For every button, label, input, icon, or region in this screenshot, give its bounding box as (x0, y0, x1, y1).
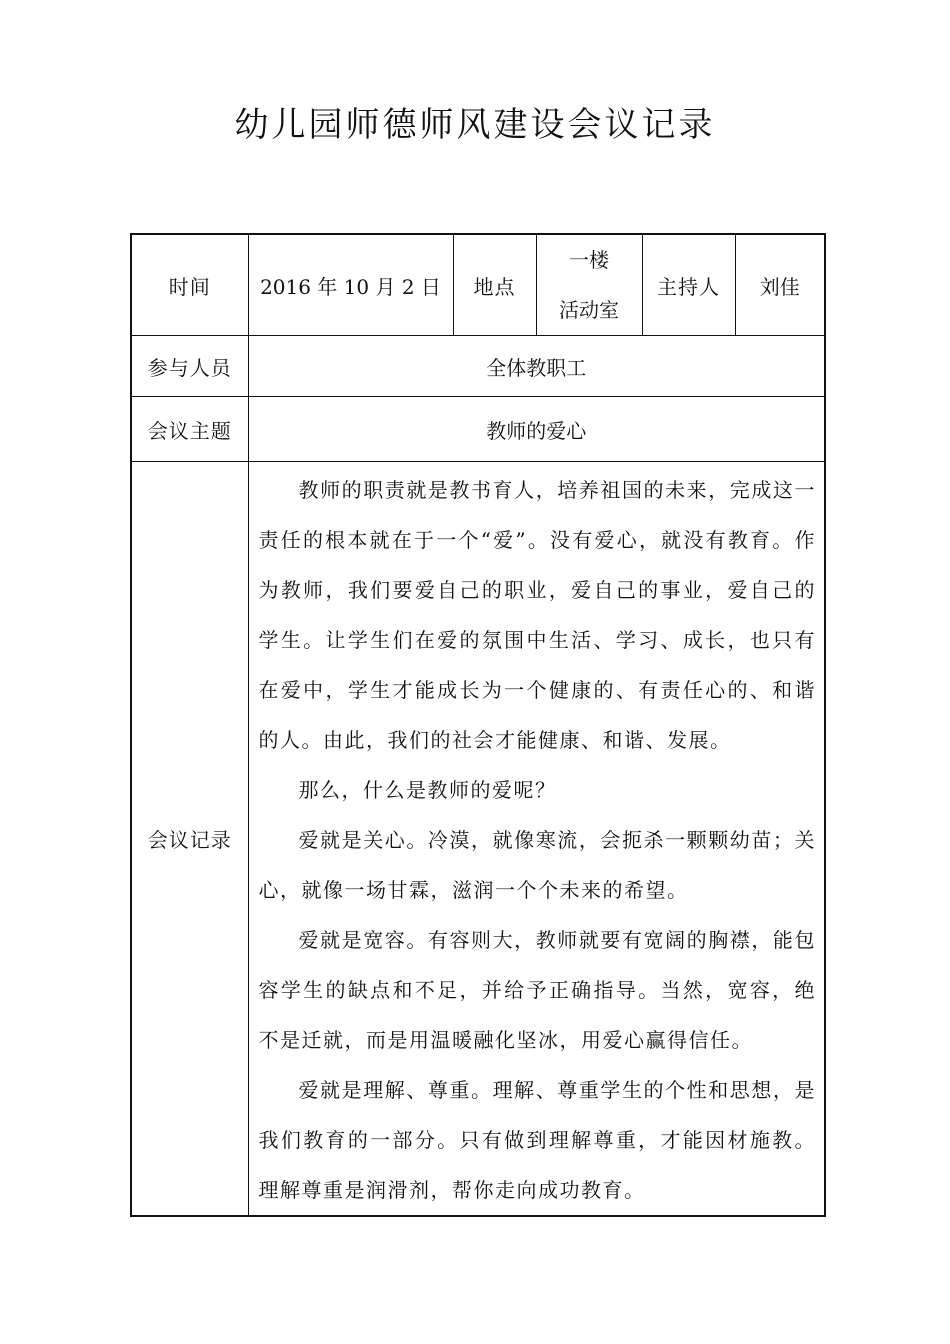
notes-body (249, 462, 825, 1215)
place-label: 地点 (453, 234, 536, 336)
participants-row (131, 336, 825, 397)
document-title: 幼儿园师德师风建设会议记录 (234, 105, 716, 145)
notes-paragraph: 爱就是关心。冷漠，就像寒流，会扼杀一颗颗幼苗；关心，就像一场甘霖，滋润一个个未来的希望。 (258, 828, 816, 902)
place-value (536, 234, 642, 336)
topic-label: 会议主题 (131, 397, 248, 462)
notes-label: 会议记录 (131, 462, 248, 1217)
place-value-line1: 一楼 (569, 248, 609, 272)
notes-paragraph: 教师的职责就是教书育人，培养祖国的未来，完成这一责任的根本就在于一个“爱”。没有爱心，就没有教育。作为教师，我们要爱自己的职业，爱自己的事业，爱自己的学生。让学生们在爱的氛围中生活、学习、成长，也只有在爱中，学生才能成长为一个健康的、有责任心的、和谐的人。由此，我们的社会才能健康、和谐、发展。 (258, 478, 816, 752)
meeting-record-table (130, 233, 826, 1217)
host-value: 刘佳 (735, 234, 825, 336)
place-value-line2: 活动室 (559, 298, 619, 322)
participants-value: 全体教职工 (248, 336, 825, 397)
topic-value: 教师的爱心 (248, 397, 825, 462)
participants-label: 参与人员 (131, 336, 248, 397)
time-label: 时间 (131, 234, 248, 336)
meeting-info-row (131, 234, 825, 336)
notes-paragraph: 那么，什么是教师的爱呢？ (298, 778, 557, 802)
host-label: 主持人 (642, 234, 735, 336)
time-value: 2016 年 10 月 2 日 (248, 234, 453, 336)
topic-row (131, 397, 825, 462)
notes-content (248, 462, 825, 1217)
notes-paragraph: 爱就是宽容。有容则大，教师就要有宽阔的胸襟，能包容学生的缺点和不足，并给予正确指导。当然，宽容，绝不是迁就，而是用温暖融化坚冰，用爱心赢得信任。 (258, 928, 816, 1052)
notes-row (131, 462, 825, 1217)
notes-paragraph: 爱就是理解、尊重。理解、尊重学生的个性和思想，是我们教育的一部分。只有做到理解尊重，才能因材施教。理解尊重是润滑剂，帮你走向成功教育。 (258, 1078, 816, 1202)
